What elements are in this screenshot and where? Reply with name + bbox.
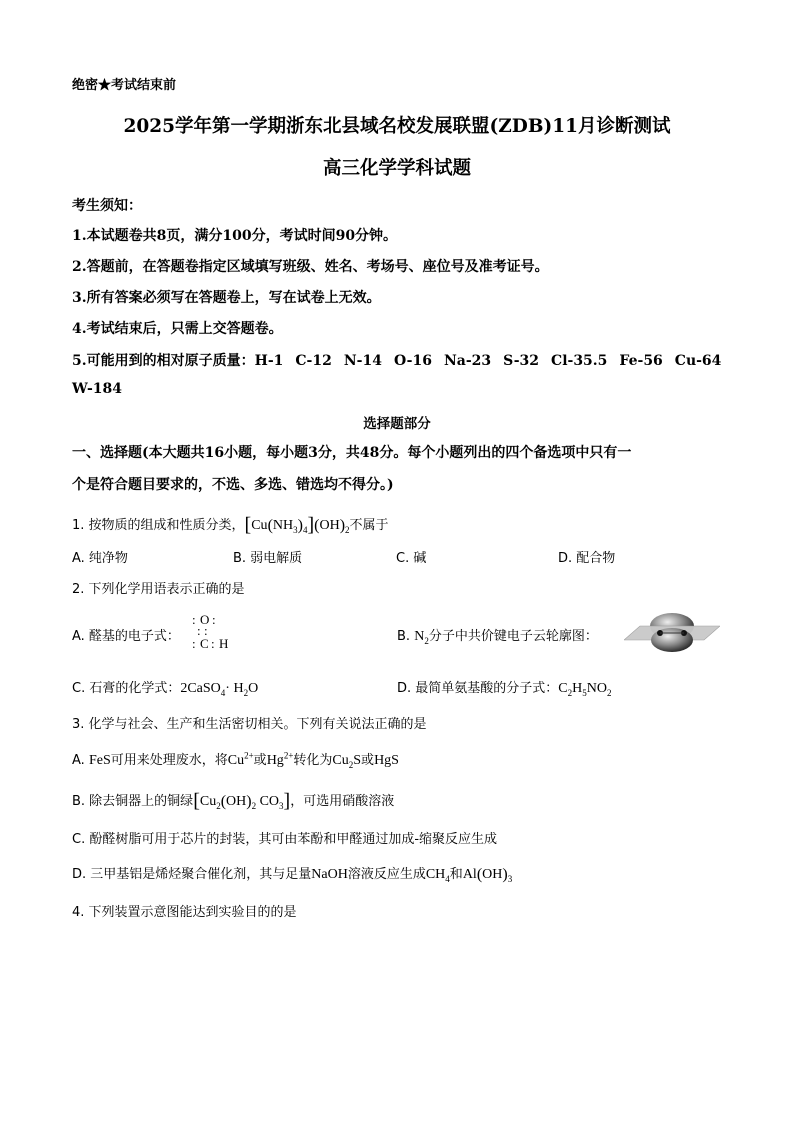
- notice-item-3: 3.所有答案必须写在答题卷上，写在试卷上无效。: [72, 290, 381, 306]
- q2-d-c: C: [558, 681, 568, 696]
- q1-formula: $[Cu(NH_3)_4](OH)_2$: [244, 514, 350, 536]
- q3-a-cu-charge: 2+: [244, 750, 254, 761]
- q3-a-cu2s-sub: 2: [348, 759, 354, 770]
- hydrogen-atom: H: [219, 636, 229, 651]
- q2-c-sub4: 4: [220, 687, 226, 698]
- atomic-mass-n: N-14: [343, 353, 382, 369]
- question-3-stem: 3. 化学与社会、生产和生活密切相关。下列有关说法正确的是: [72, 717, 427, 732]
- q2-c-o: O: [248, 681, 259, 696]
- q3-b-formula: [$Cu_2(OH)_2$ $CO_3$]: [193, 790, 291, 812]
- q2-d-sub2: 5: [582, 687, 587, 698]
- q2-b-text: 分子中共价键电子云轮廓图：: [428, 629, 598, 644]
- q3-b-co: CO: [259, 794, 280, 809]
- section-instruction-1: 一、选择题(本大题共16小题，每小题3分，共48分。每个小题列出的四个备选项中只有一: [72, 445, 632, 461]
- o-lone-pair-right: :: [212, 612, 216, 627]
- atomic-mass-label: 5.可能用到的相对原子质量：: [72, 353, 255, 369]
- atomic-mass-na: Na-23: [443, 353, 492, 369]
- q3-d-ch4: [426, 867, 450, 882]
- q1-tail: 不属于: [349, 518, 389, 533]
- q3-d-al: Al: [462, 867, 477, 882]
- q3-a-cu: Cu: [227, 753, 245, 768]
- q3-b-text2: ，可选用硝酸溶液: [290, 794, 395, 809]
- q1-option-b: B. 弱电解质: [233, 551, 303, 566]
- q3-a-hg: Hg: [266, 753, 284, 768]
- c-h-pair: :: [211, 636, 215, 651]
- notice-item-1: 1.本试题卷共8页，满分100分，考试时间90分钟。: [72, 228, 398, 244]
- exam-title: 2025学年第一学期浙东北县域名校发展联盟(ZDB)11月诊断测试: [123, 116, 671, 137]
- q2-d-formula: [558, 681, 611, 696]
- q3-a-text4: 或: [361, 753, 375, 768]
- q3-a-hg-charge: 2+: [283, 750, 294, 761]
- q3-d-ch: CH: [425, 867, 446, 882]
- q3-d-oh: OH: [482, 867, 503, 882]
- q3-d-naoh: NaOH: [311, 867, 348, 882]
- question-1-stem: [72, 514, 389, 537]
- atomic-mass-w: W-184: [72, 381, 122, 397]
- q3-a-hgs: HgS: [374, 753, 399, 768]
- q3-a-hg-ion: [266, 750, 294, 768]
- q1-sub4: 4: [302, 524, 308, 535]
- q3-d-aloh3: $Al(OH)_3$: [462, 866, 513, 884]
- question-4-stem: 4. 下列装置示意图能达到实验目的的是: [72, 905, 297, 920]
- oxygen-atom: O: [200, 612, 210, 627]
- q2-c-formula: [180, 681, 258, 696]
- q2-d-sub3: 2: [606, 687, 612, 698]
- atomic-mass-o: O-16: [393, 353, 432, 369]
- atomic-mass-fe: Fe-56: [619, 353, 663, 369]
- notice-item-5: [72, 350, 721, 370]
- q3-d-sub4: 4: [445, 873, 450, 884]
- q3-b-sub1: 2: [216, 800, 221, 811]
- carbon-atom: C: [200, 636, 209, 651]
- q3-a-text2: 或: [253, 753, 267, 768]
- q2-d-label: D. 最简单氨基酸的分子式：: [397, 681, 559, 696]
- q3-option-d: [72, 863, 512, 884]
- aldehyde-electron-structure: [192, 611, 242, 653]
- q1-stem-text: 1. 按物质的组成和性质分类，: [72, 518, 245, 533]
- q3-a-cu2s-cu: Cu: [332, 753, 349, 768]
- question-2-stem: 2. 下列化学用语表示正确的是: [72, 582, 245, 597]
- q2-c-h: · H: [225, 681, 244, 696]
- q2-d-sub1: 2: [567, 687, 573, 698]
- q3-d-sub3: 3: [507, 873, 513, 884]
- q1-sub2: 2: [345, 524, 350, 535]
- q3-a-cu2s-s: S: [353, 753, 362, 768]
- q3-b-sub3: 3: [279, 800, 284, 811]
- q1-option-d: D. 配合物: [558, 551, 616, 566]
- atomic-mass-cu: Cu-64: [674, 353, 722, 369]
- secret-label: 绝密★考试结束前: [72, 78, 177, 93]
- q3-option-b: [72, 790, 394, 813]
- q3-a-prefix: A.: [72, 753, 85, 768]
- exam-subtitle: 高三化学学科试题: [322, 158, 471, 179]
- q2-option-b: [397, 625, 598, 646]
- atomic-mass-h: H-1: [254, 353, 284, 369]
- q2-d-h: H: [572, 681, 583, 696]
- q3-a-text1: 可用来处理废水，将: [110, 753, 228, 768]
- q3-a-cu-ion: [227, 750, 254, 768]
- q2-d-no: NO: [586, 681, 607, 696]
- q2-b-n: N: [414, 629, 425, 644]
- q3-option-a: [72, 749, 399, 770]
- q2-option-d: [397, 677, 611, 698]
- atomic-mass-cl: Cl-35.5: [551, 353, 608, 369]
- notice-item-2: 2.答题前，在答题卷指定区域填写班级、姓名、考场号、座位号及准考证号。: [72, 259, 549, 275]
- double-bond-pair-2: :: [204, 623, 208, 638]
- q2-c-label: C. 石膏的化学式：: [72, 681, 181, 696]
- q2-option-c: [72, 677, 258, 698]
- q3-b-cu: Cu: [199, 794, 217, 809]
- section-title: 选择题部分: [363, 416, 431, 432]
- double-bond-pair-1: :: [197, 623, 201, 638]
- q1-oh: OH: [319, 518, 340, 533]
- q3-d-text2: 溶液反应生成: [347, 867, 426, 882]
- q2-b-prefix: B.: [397, 629, 411, 644]
- atomic-mass-c: C-12: [295, 353, 332, 369]
- q2-b-formula: [414, 629, 429, 644]
- q3-b-text1: B. 除去铜器上的铜绿: [72, 794, 194, 809]
- q3-b-sub2: 2: [251, 800, 257, 811]
- atomic-mass-s: S-32: [503, 353, 540, 369]
- q1-option-a: A. 纯净物: [72, 551, 128, 566]
- notice-item-4: 4.考试结束后，只需上交答题卷。: [72, 321, 283, 337]
- q3-option-c: C. 酚醛树脂可用于芯片的封装，其可由苯酚和甲醛通过加成-缩聚反应生成: [72, 832, 498, 847]
- q1-nh: NH: [272, 518, 294, 533]
- q2-option-a-label: A. 醛基的电子式：: [72, 629, 180, 644]
- q1-cu: Cu: [251, 518, 268, 533]
- o-lone-pair-left: :: [192, 612, 196, 627]
- q1-option-c: C. 碱: [396, 551, 427, 566]
- n2-electron-cloud-image: [624, 609, 720, 655]
- q3-a-cu2s: [332, 753, 361, 768]
- q3-b-oh: OH: [226, 794, 247, 809]
- notice-heading: 考生须知：: [72, 198, 142, 214]
- q3-a-fes: FeS: [88, 753, 111, 768]
- q3-a-text3: 转化为: [293, 753, 333, 768]
- q3-d-text3: 和: [449, 867, 463, 882]
- q1-sub3: 3: [293, 524, 298, 535]
- q3-d-text1: D. 三甲基铝是烯烃聚合催化剂，其与足量: [72, 867, 312, 882]
- q2-c-caso: 2CaSO: [180, 681, 221, 696]
- c-pair-left: :: [192, 636, 196, 651]
- section-instruction-2: 个是符合题目要求的，不选、多选、错选均不得分。): [72, 477, 394, 493]
- q2-b-sub: 2: [424, 635, 429, 646]
- q2-c-sub2: 2: [243, 687, 249, 698]
